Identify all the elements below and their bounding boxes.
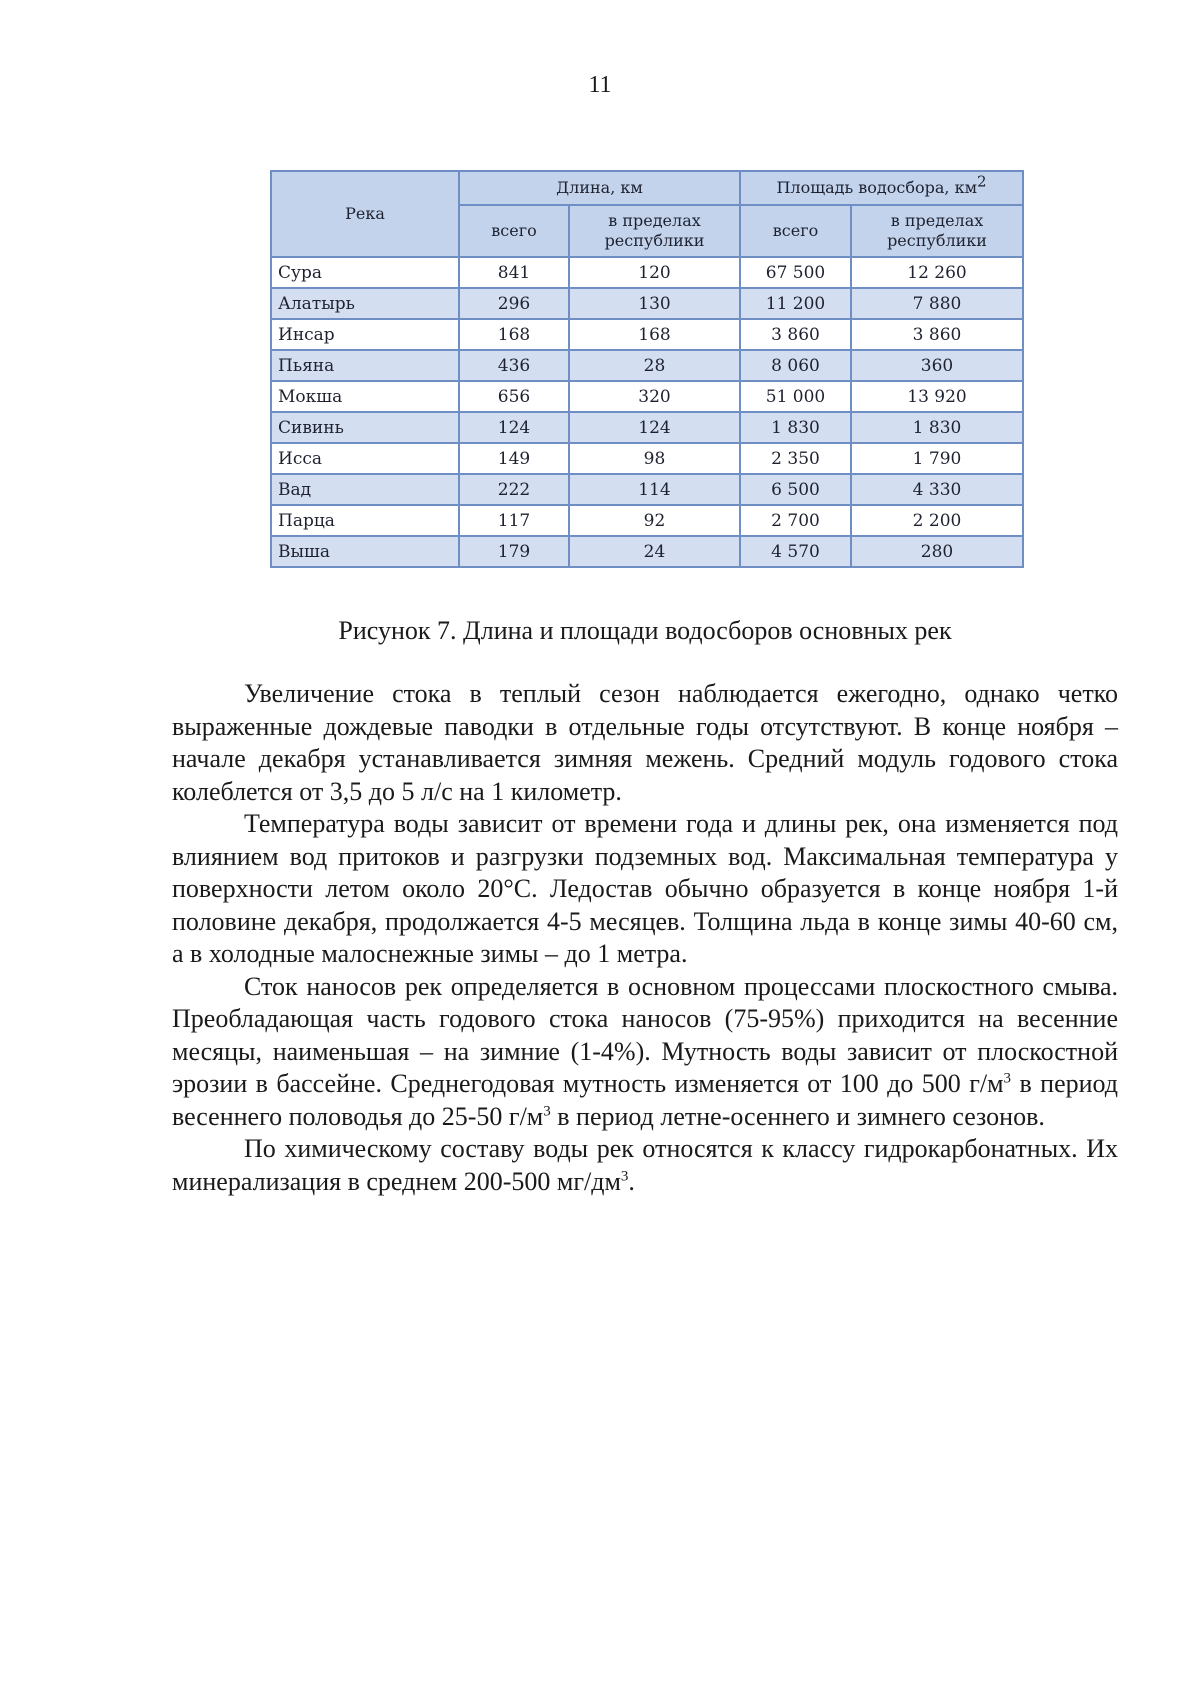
cell-length-within-republic: 92 xyxy=(569,505,740,536)
cell-river: Пьяна xyxy=(271,350,459,381)
cell-area-within-republic: 4 330 xyxy=(851,474,1023,505)
page-number: 11 xyxy=(588,72,612,98)
cell-area-within-republic: 7 880 xyxy=(851,288,1023,319)
cell-length-total: 168 xyxy=(459,319,569,350)
rivers-table xyxy=(270,170,1024,568)
cell-river: Вад xyxy=(271,474,459,505)
cell-length-within-republic: 124 xyxy=(569,412,740,443)
cell-area-within-republic: 360 xyxy=(851,350,1023,381)
cell-area-total: 1 830 xyxy=(740,412,851,443)
cell-area-within-republic: 12 260 xyxy=(851,257,1023,288)
figure-caption: Рисунок 7. Длина и площади водосборов основных рек xyxy=(338,616,952,645)
header-river: Река xyxy=(271,171,459,257)
cell-length-total: 117 xyxy=(459,505,569,536)
table-row xyxy=(271,257,1023,288)
table-row xyxy=(271,350,1023,381)
cell-area-total: 2 350 xyxy=(740,443,851,474)
sediment-text-1: Сток наносов рек определяется в основном процессами плоскостного смыва. Преобладающая часть годового стока наносов (75-95%) приходится на весенние месяцы, наименьшая – на зимние (1-4%). Мутность воды зависит от плоскостной эрозии в бассейне. Среднегодовая мутность изменяется от 100 до 500 г/м xyxy=(172,971,1118,1098)
cell-length-within-republic: 114 xyxy=(569,474,740,505)
table-row xyxy=(271,288,1023,319)
cell-area-total: 2 700 xyxy=(740,505,851,536)
cell-length-total: 124 xyxy=(459,412,569,443)
chemistry-text-1: По химическому составу воды рек относятся к классу гидрокарбонатных. Их минерализация в среднем 200-500 мг/дм xyxy=(172,1134,1118,1196)
table-row xyxy=(271,319,1023,350)
header-length-within-republic: в пределах республики xyxy=(569,205,740,257)
cell-river: Алатырь xyxy=(271,288,459,319)
cell-length-within-republic: 120 xyxy=(569,257,740,288)
cell-length-within-republic: 168 xyxy=(569,319,740,350)
cell-river: Парца xyxy=(271,505,459,536)
cell-area-within-republic: 13 920 xyxy=(851,381,1023,412)
chemistry-sup-1: 3 xyxy=(620,1167,629,1184)
table-row xyxy=(271,536,1023,567)
cell-length-within-republic: 320 xyxy=(569,381,740,412)
cell-area-within-republic: 1 790 xyxy=(851,443,1023,474)
paragraph-runoff: Увеличение стока в теплый сезон наблюдается ежегодно, однако четко выраженные дождевые паводки в отдельные годы отсутствуют. В конце ноября – начале декабря устанавливается зимняя межень. Средний модуль годового стока колеблется от 3,5 до 5 л/с на 1 километр. xyxy=(172,679,1118,806)
cell-area-total: 11 200 xyxy=(740,288,851,319)
cell-area-within-republic: 2 200 xyxy=(851,505,1023,536)
cell-area-total: 4 570 xyxy=(740,536,851,567)
cell-river: Инсар xyxy=(271,319,459,350)
cell-length-within-republic: 24 xyxy=(569,536,740,567)
sediment-text-3: в период летне-осеннего и зимнего сезонов. xyxy=(550,1101,1045,1131)
table-row xyxy=(271,505,1023,536)
cell-area-within-republic: 3 860 xyxy=(851,319,1023,350)
table-row xyxy=(271,412,1023,443)
cell-length-total: 149 xyxy=(459,443,569,474)
paragraph-sediment xyxy=(172,971,1118,1134)
cell-length-total: 436 xyxy=(459,350,569,381)
header-length-group: Длина, км xyxy=(459,171,740,205)
cell-area-total: 8 060 xyxy=(740,350,851,381)
cell-length-total: 841 xyxy=(459,257,569,288)
paragraph-temperature: Температура воды зависит от времени года и длины рек, она изменяется под влиянием вод притоков и разгрузки подземных вод. Максимальная температура у поверхности летом около 20°С. Ледостав обычно образуется в конце ноября 1-й половине декабря, продолжается 4-5 месяцев. Толщина льда в конце зимы 40-60 см, а в холодные малоснежные зимы – до 1 метра. xyxy=(172,809,1118,968)
cell-length-total: 222 xyxy=(459,474,569,505)
cell-river: Сура xyxy=(271,257,459,288)
body-text xyxy=(172,678,1118,1198)
sediment-text-2: в период весеннего половодья до 25-50 г/м xyxy=(172,1069,1119,1131)
cell-river: Сивинь xyxy=(271,412,459,443)
chemistry-text-2: . xyxy=(628,1166,635,1196)
table-row xyxy=(271,443,1023,474)
sediment-sup-1: 3 xyxy=(1003,1070,1012,1087)
sediment-sup-2: 3 xyxy=(543,1102,551,1119)
cell-area-total: 3 860 xyxy=(740,319,851,350)
cell-area-total: 51 000 xyxy=(740,381,851,412)
header-length-total: всего xyxy=(459,205,569,257)
header-area-within-republic: в пределах республики xyxy=(851,205,1023,257)
cell-length-within-republic: 28 xyxy=(569,350,740,381)
cell-river: Мокша xyxy=(271,381,459,412)
cell-area-total: 67 500 xyxy=(740,257,851,288)
cell-length-total: 656 xyxy=(459,381,569,412)
cell-river: Выша xyxy=(271,536,459,567)
header-area-unit-sup: 2 xyxy=(977,172,987,191)
table-row xyxy=(271,381,1023,412)
paragraph-chemistry xyxy=(172,1133,1118,1198)
table-row xyxy=(271,474,1023,505)
header-area-total: всего xyxy=(740,205,851,257)
cell-length-total: 296 xyxy=(459,288,569,319)
cell-length-within-republic: 98 xyxy=(569,443,740,474)
cell-area-within-republic: 280 xyxy=(851,536,1023,567)
cell-area-total: 6 500 xyxy=(740,474,851,505)
header-area-group-label: Площадь водосбора, км xyxy=(776,178,978,197)
header-area-group xyxy=(740,171,1023,205)
cell-river: Исса xyxy=(271,443,459,474)
rivers-table-figure xyxy=(270,170,1022,568)
cell-length-within-republic: 130 xyxy=(569,288,740,319)
cell-area-within-republic: 1 830 xyxy=(851,412,1023,443)
cell-length-total: 179 xyxy=(459,536,569,567)
